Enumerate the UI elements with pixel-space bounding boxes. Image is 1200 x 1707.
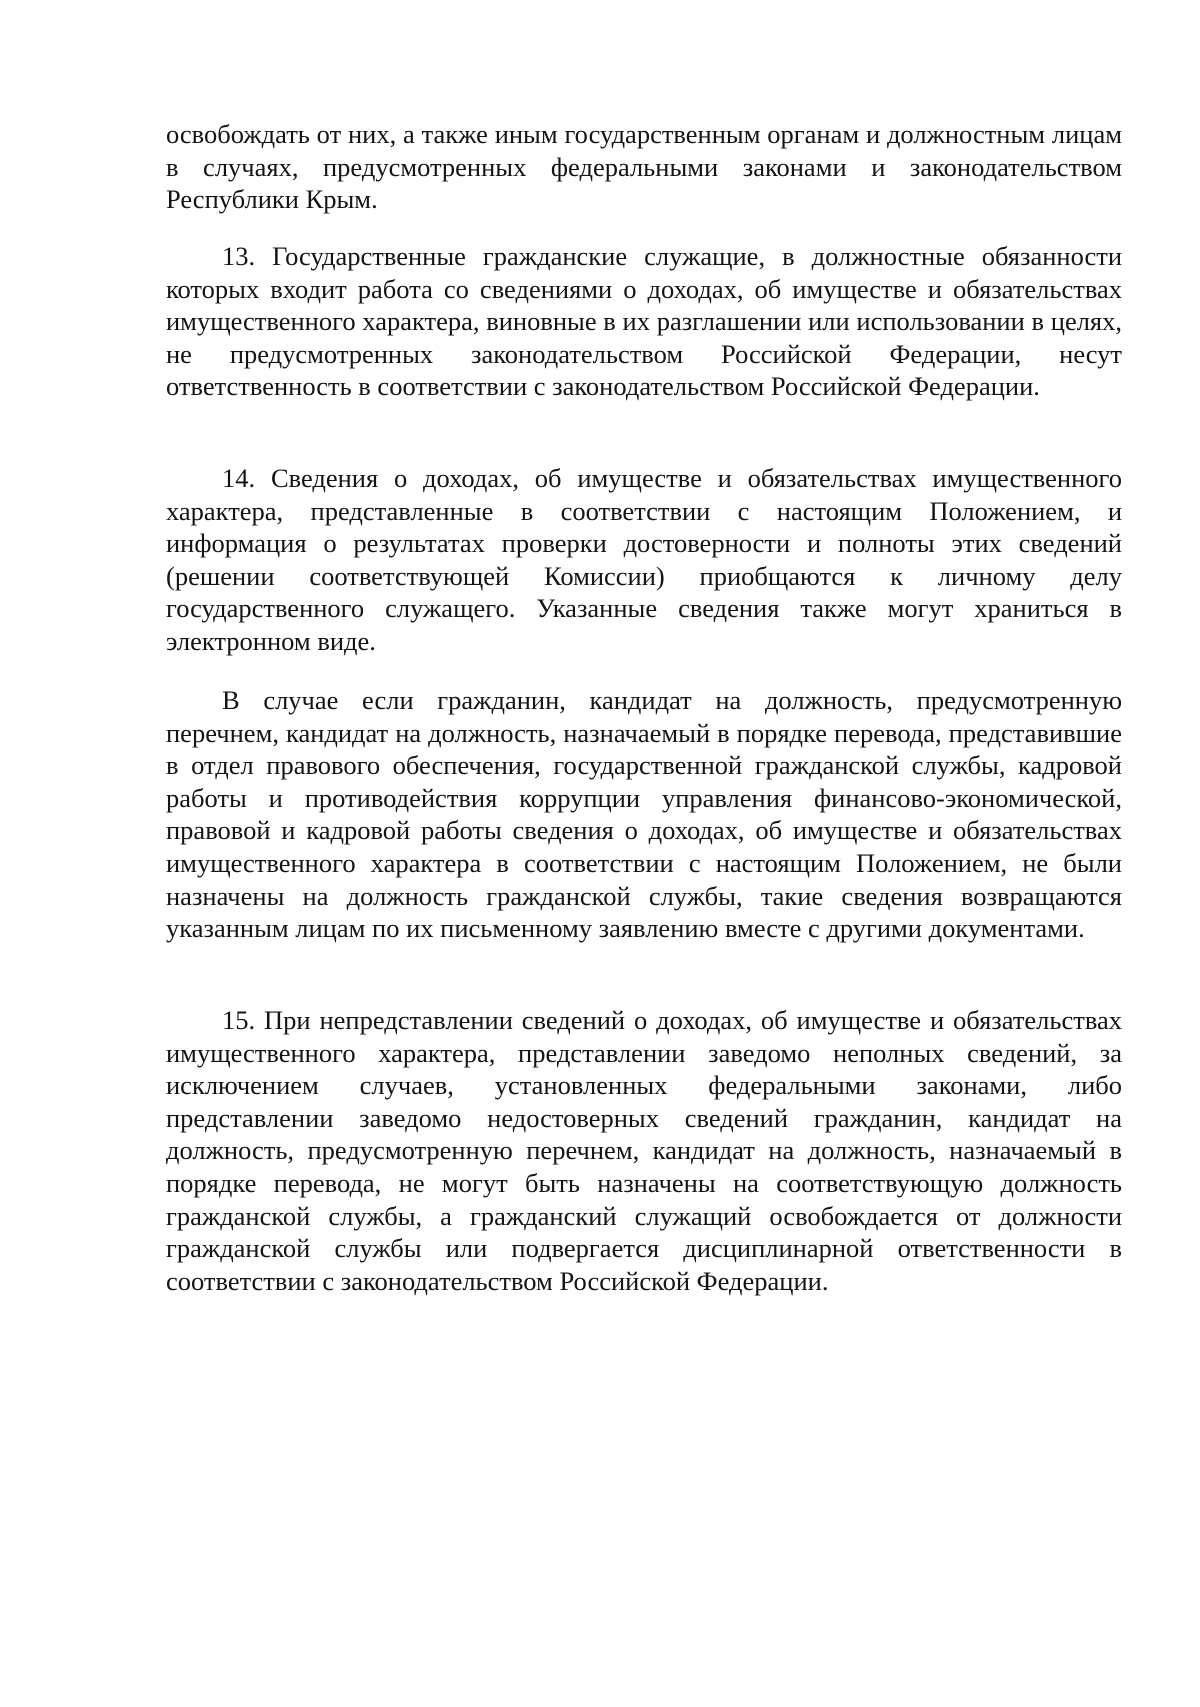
paragraph-item-14-addendum: В случае если гражданин, кандидат на должность, предусмотренную перечнем, кандидат на должность, назначаемый в порядке перевода, представившие в отдел правового обеспечения, государственной гражданской службы, кадровой работы и противодействия коррупции управления финансово-экономической, правовой и кадровой работы сведения о доходах, об имуществе и обязательствах имущественного характера в соответствии с настоящим Положением, не были назначены на должность гражданской службы, такие сведения возвращаются указанным лицам по их письменному заявлению вместе с другими документами. [166, 685, 1122, 944]
paragraph-item-15: 15. При непредставлении сведений о доходах, об имуществе и обязательствах имущественного характера, представлении заведомо неполных сведений, за исключением случаев, установленных федеральными законами, либо представлении заведомо недостоверных сведений гражданин, кандидат на должность, предусмотренную перечнем, кандидат на должность, назначаемый в порядке перевода, не могут быть назначены на соответствующую должность гражданской службы, а гражданский служащий освобождается от должности гражданской службы или подвергается дисциплинарной ответственности в соответствии с законодательством Российской Федерации. [166, 1005, 1122, 1296]
paragraph-item-13: 13. Государственные гражданские служащие, в должностные обязанности которых входит работа со сведениями о доходах, об имуществе и обязательствах имущественного характера, виновные в их разглашении или использовании в целях, не предусмотренных законодательством Российской Федерации, несут ответственность в соответствии с законодательством Российской Федерации. [166, 241, 1122, 402]
paragraph-continuation: освобождать от них, а также иным государственным органам и должностным лицам в случаях, предусмотренных федеральными законами и законодательством Республики Крым. [166, 119, 1122, 215]
paragraph-item-14: 14. Сведения о доходах, об имуществе и обязательствах имущественного характера, представленные в соответствии с настоящим Положением, и информация о результатах проверки достоверности и полноты этих сведений (решении соответствующей Комиссии) приобщаются к личному делу государственного служащего. Указанные сведения также могут храниться в электронном виде. [166, 463, 1122, 656]
